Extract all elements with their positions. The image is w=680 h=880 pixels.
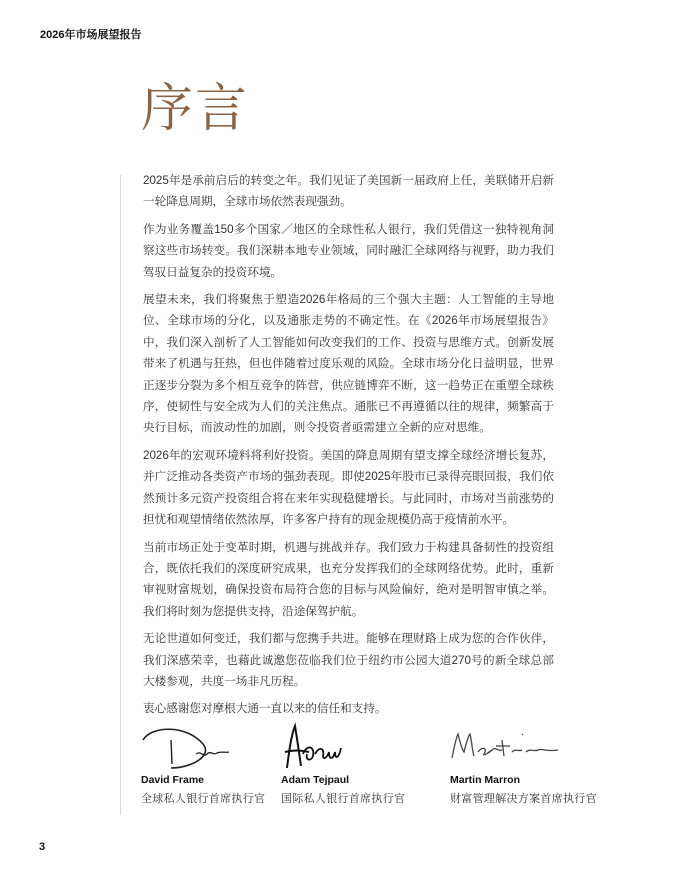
signatory-adam-tejpaul [281,722,405,806]
paragraph: 无论世道如何变迁，我们都与您携手共进。能够在理财路上成为您的合作伙伴，我们深感荣幸，也藉此诚邀您莅临我们位于纽约市公园大道270号的新全球总部大楼参观，共度一场非凡历程。 [143,632,554,688]
page-title: 序言 [141,81,250,138]
signatory-role: 国际私人银行首席执行官 [281,793,406,805]
signatory-role: 财富管理解决方案首席执行官 [450,793,597,805]
paragraph: 作为业务覆盖150多个国家／地区的全球性私人银行，我们凭借这一独特视角洞察这些市场转变。我们深耕本地专业领域，同时融汇全球网络与视野，助力我们驾驭日益复杂的投资环境。 [143,222,554,279]
foreword-body [143,170,554,726]
paragraph: 展望未来，我们将聚焦于塑造2026年格局的三个强大主题：人工智能的主导地位、全球市场的分化，以及通胀走势的不确定性。在《2026年市场展望报告》中，我们深入剖析了人工智能如何改变我们的工作、投资与思维方式。创新发展带来了机遇与狂热，但也伴随着过度乐观的风险。全球市场分化日益明显，世界正逐步分裂为多个相互竞争的阵营，供应链博弈不断，这一趋势正在重塑全球秩序，使韧性与安全成为人们的关注焦点。通胀已不再遵循以往的规律，频繁高于央行目标，而波动性的加剧，则令投资者亟需建立全新的应对思维。 [143,293,554,435]
page-number: 3 [39,841,46,853]
signature-martin-marron [450,722,560,770]
signatory-martin-marron [450,722,597,806]
signature-adam-tejpaul [281,722,361,770]
signatory-name: Adam Tejpaul [281,774,350,786]
report-header-title: 2026年市场展望报告 [40,29,142,41]
signatory-david-frame [141,722,265,806]
paragraph: 衷心感谢您对摩根大通一直以来的信任和支持。 [143,702,387,716]
paragraph: 当前市场正处于变革时期，机遇与挑战并存。我们致力于构建具备韧性的投资组合，既依托我们的深度研究成果，也充分发挥我们的全球网络优势。此时，重新审视财富规划，确保投资布局符合您的目标与风险偏好，绝对是明智审慎之举。我们将时刻为您提供支持，沿途保驾护航。 [143,540,554,618]
left-rule-divider [120,175,121,815]
signatory-name: David Frame [141,774,205,786]
signature-david-frame [141,722,231,770]
paragraph: 2026年的宏观环境料将利好投资。美国的降息周期有望支撑全球经济增长复苏，并广泛推动各类资产市场的强劲表现。即使2025年股市已录得亮眼回报，我们依然预计多元资产投资组合将在来年实现稳健增长。与此同时，市场对当前涨势的担忧和观望情绪依然浓厚，许多客户持有的现金规模仍高于疫情前水平。 [143,448,554,527]
signatory-name: Martin Marron [450,774,521,786]
paragraph: 2025年是承前启后的转变之年。我们见证了美国新一届政府上任，美联储开启新一轮降息周期，全球市场依然表现强劲。 [143,174,554,209]
signatory-role: 全球私人银行首席执行官 [141,793,266,805]
